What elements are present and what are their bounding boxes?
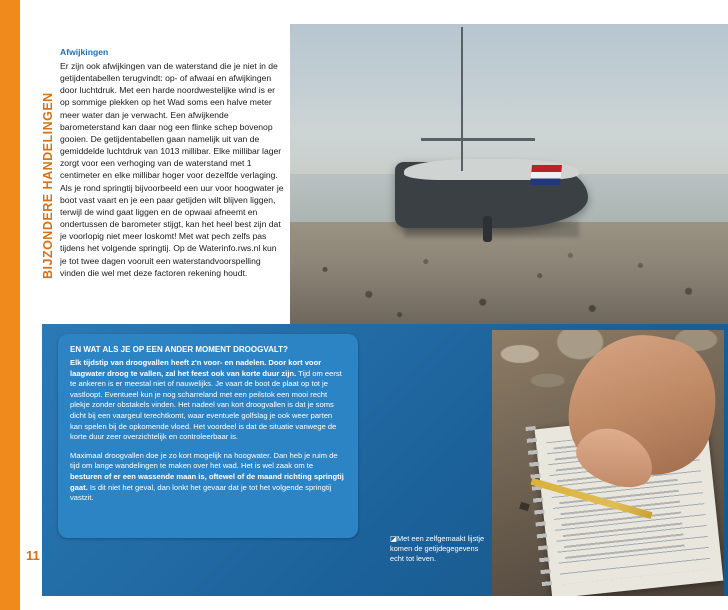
photo-boat-mast — [461, 27, 464, 171]
callout-box — [58, 334, 358, 538]
chapter-accent-bar — [0, 0, 20, 610]
dutch-flag-icon — [530, 165, 562, 185]
callout-paragraph-2-b: Is dit niet het geval, dan lonkt het gevaar dat je tot het volgende springtij vastzit. — [70, 482, 332, 503]
callout-paragraph-1-rest: Tijd om eerst te ankeren is er meestal niet of nauwelijks. Je vaart de boot de plaat op tot je vastloopt. Eventueel kun je nog scharreland met een peilstok een mooi recht plekje zonder obstakels vinden. Het nadeel van kort droogvallen is dat je soms dicht bij een vaargeul terechtkomt, waar eventuele golfslag je ook weer parten kan spelen bij de opkomende vloed. Het voordeel is dat de situatie vanwege de korte duur zeer overzichtelijk en controleerbaar is. — [70, 368, 342, 442]
sailboat-photo — [290, 24, 728, 324]
photo-person — [483, 216, 492, 242]
photo-boat-boom — [421, 138, 535, 141]
callout-paragraph-2-bold: besturen of er een wassende maan is, oftewel of de maand richting springtij gaat. — [70, 471, 344, 492]
photo-beach-pebbles — [290, 246, 728, 324]
chapter-title: BIJZONDERE HANDELINGEN — [41, 92, 55, 279]
body-paragraph: Er zijn ook afwijkingen van de waterstand die je niet in de getijdentabellen terugvindt: op- of afwaai en afwijkingen door luchtdruk. Met een harde noordwestelijke wind is er op sommige plekken op het Wad soms een halve meter meer water dan je verwacht. Een afwijkende barometerstand kan daar nog een flinke schep bovenop gooien. De getijdentabellen gaan namelijk uit van de gemiddelde luchtdruk van 1013 millibar. Elke millibar lager zorgt voor een verhoging van de waterstand met 1 centimeter en elke millibar hoger voor dezelfde verlaging. Als je rond springtij bijvoorbeeld een uur voor hoogwater je boot vast vaart en je een paar getijden wilt blijven liggen, terwijl de wind gaat liggen en de opwaai afneemt en ondertussen de barometer stijgt, kan het heel best zijn dat je voorlopig niet meer loskomt! Met wat pech zelfs pas tijdens het volgende springtij. Op de Waterinfo.rws.nl kun je tot twee dagen vooruit een waterstandvoorspelling vinden die wel met deze factoren rekening houdt. — [60, 61, 284, 278]
callout-lead: Elk tijdstip van droogvallen heeft z'n voor- en nadelen. Door kort voor laagwater droog te vallen, zal het feest ook van korte duur zijn. — [70, 358, 322, 378]
callout-paragraph-1 — [70, 358, 346, 443]
page-bottom-margin — [42, 596, 728, 610]
callout-paragraph-2-a: Maximaal droogvallen doe je zo kort mogelijk na hoogwater. Dan heb je ruim de tijd om lange wandelingen te maken over het wad. Het is wel zaak om te — [70, 450, 338, 471]
callout-title: EN WAT ALS JE OP EEN ANDER MOMENT DROOGVALT? — [70, 345, 288, 354]
notebook-photo — [492, 330, 724, 596]
page-number: 11 — [26, 548, 40, 563]
section-heading: Afwijkingen — [60, 47, 109, 57]
main-text-column — [60, 46, 285, 279]
caption-text: Met een zelfgemaakt lijstje komen de getijdegegevens echt tot leven. — [390, 534, 485, 563]
photo-caption — [390, 534, 488, 564]
photo-sky — [290, 24, 728, 180]
caption-marker-icon: ◪ — [390, 534, 397, 543]
chapter-sidebar — [0, 0, 55, 610]
callout-paragraph-2 — [70, 451, 346, 504]
